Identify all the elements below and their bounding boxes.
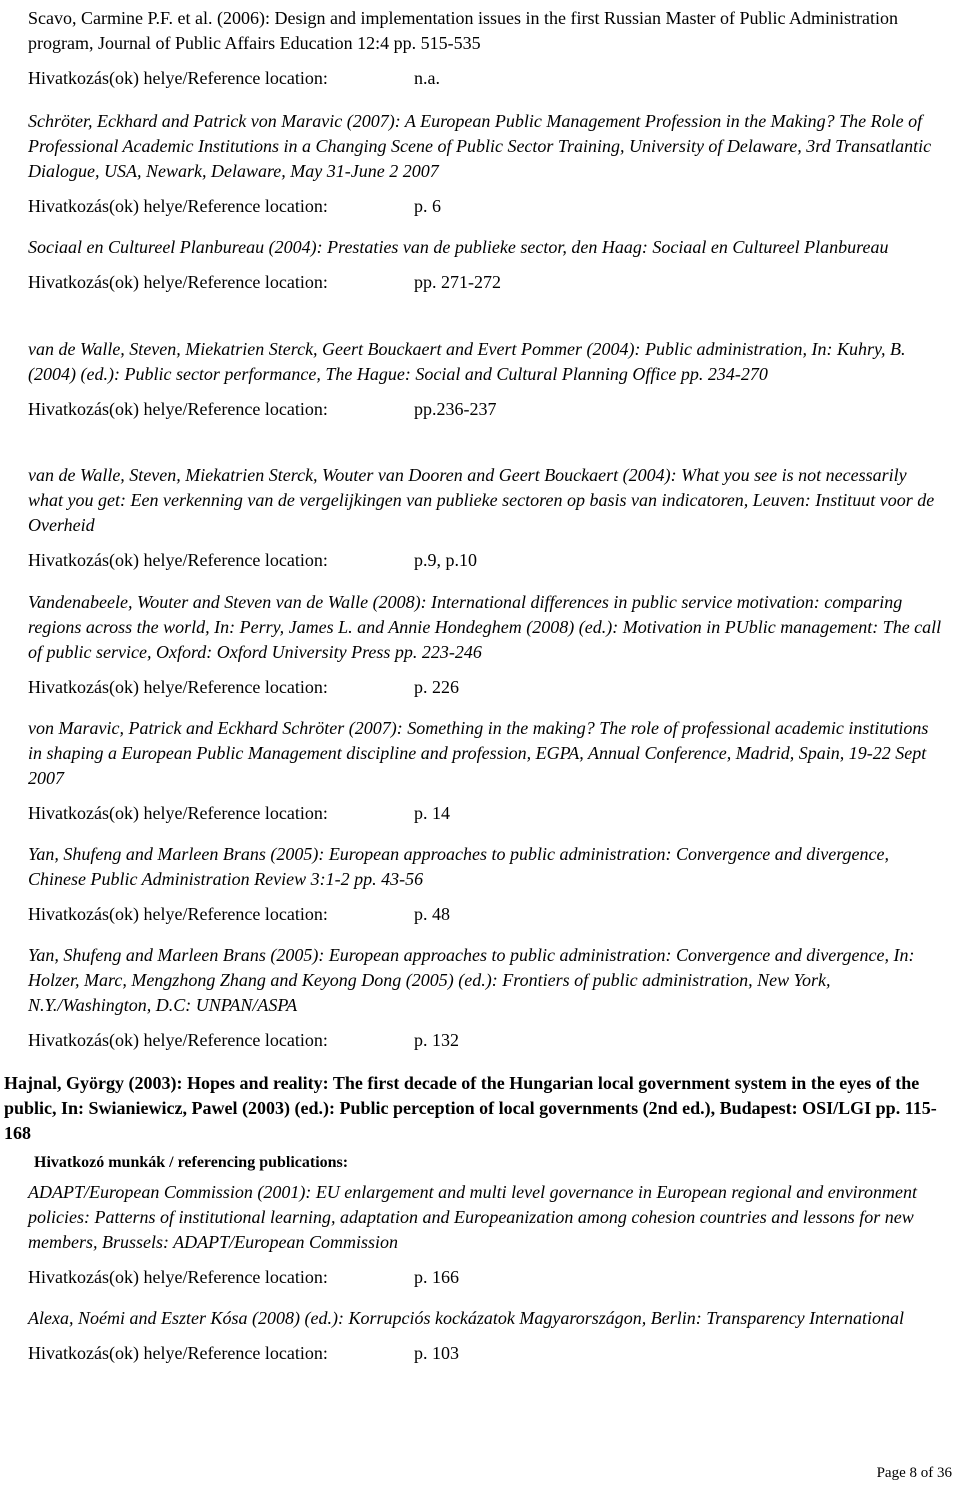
reference-location-line (28, 902, 943, 927)
reference-location-line (28, 270, 943, 295)
reference-location-value: n.a. (414, 68, 440, 88)
reference-entry (28, 337, 943, 422)
reference-location-value: p. 103 (414, 1343, 459, 1363)
citation-text: Sociaal en Cultureel Planbureau (2004): Prestaties van de publieke sector, den Haag: Sociaal en Cultureel Planbureau (28, 237, 889, 257)
reference-location-value: p. 6 (414, 196, 441, 216)
page-number: Page 8 of 36 (876, 1465, 952, 1481)
reference-location-line (28, 1341, 943, 1366)
reference-location-label: Hivatkozás(ok) helye/Reference location: (28, 399, 328, 419)
citation-text: Yan, Shufeng and Marleen Brans (2005): European approaches to public administration: Convergence and divergence, Chinese Public Administration Review 3:1-2 pp. 43-56 (28, 844, 890, 889)
reference-entry (28, 842, 943, 927)
reference-location-value: p. 226 (414, 677, 459, 697)
reference-location-label: Hivatkozás(ok) helye/Reference location: (28, 272, 328, 292)
reference-location-value: pp. 271-272 (414, 272, 501, 292)
reference-entry (28, 590, 943, 700)
reference-location-value: p.9, p.10 (414, 550, 477, 570)
reference-location-line (28, 801, 943, 826)
reference-location-line (28, 675, 943, 700)
reference-location-label: Hivatkozás(ok) helye/Reference location: (28, 196, 328, 216)
reference-location-value: p. 14 (414, 803, 450, 823)
reference-location-value: p. 132 (414, 1030, 459, 1050)
reference-location-line (28, 1265, 943, 1290)
reference-entry (28, 6, 943, 91)
reference-location-label: Hivatkozás(ok) helye/Reference location: (28, 1343, 328, 1363)
reference-entry (28, 716, 943, 826)
citation-text: Schröter, Eckhard and Patrick von Maravic (2007): A European Public Management Profession in the Making? The Role of Professional Academic Institutions in a Changing Scene of Public Sector Training, University of Delaware, 3rd Transatlantic Dialogue, USA, Newark, Delaware, May 31-June 2 2007 (28, 111, 932, 181)
citation-text: Vandenabeele, Wouter and Steven van de Walle (2008): International differences in public service motivation: comparing regions across the world, In: Perry, James L. and Annie Hondeghem (2008) (ed.): Motivation in PUblic management: The call of public service, Oxford: Oxford University Press pp. 223-246 (28, 592, 942, 662)
citation-text: von Maravic, Patrick and Eckhard Schröter (2007): Something in the making? The role of professional academic institutions in shaping a European Public Management discipline and profession, EGPA, Annual Conference, Madrid, Spain, 19-22 Sept 2007 (28, 718, 929, 788)
citation-text: Alexa, Noémi and Eszter Kósa (2008) (ed.): Korrupciós kockázatok Magyarországon, Berlin: Transparency International (28, 1308, 905, 1328)
reference-location-value: p. 166 (414, 1267, 459, 1287)
reference-location-label: Hivatkozás(ok) helye/Reference location: (28, 904, 328, 924)
reference-location-value: pp.236-237 (414, 399, 497, 419)
reference-location-line (28, 66, 943, 91)
reference-location-value: p. 48 (414, 904, 450, 924)
reference-entry (28, 943, 943, 1053)
reference-location-line (28, 194, 943, 219)
reference-location-label: Hivatkozás(ok) helye/Reference location: (28, 1267, 328, 1287)
reference-entry (28, 1180, 943, 1290)
reference-entry (28, 235, 943, 295)
main-publication: Hajnal, György (2003): Hopes and reality: The first decade of the Hungarian local government system in the eyes of the public, In: Swianiewicz, Pawel (2003) (ed.): Public perception of local governments (2nd ed.), Budapest: OSI/LGI pp. 115-168 (4, 1073, 937, 1143)
reference-entry (28, 463, 943, 573)
reference-location-label: Hivatkozás(ok) helye/Reference location: (28, 550, 328, 570)
reference-location-label: Hivatkozás(ok) helye/Reference location: (28, 68, 328, 88)
referencing-publications-heading: Hivatkozó munkák / referencing publications: (34, 1154, 349, 1171)
citation-text: van de Walle, Steven, Miekatrien Sterck, Geert Bouckaert and Evert Pommer (2004): Public administration, In: Kuhry, B. (2004) (ed.): Public sector performance, The Hague: Social and Cultural Planning Office pp. 234-270 (28, 339, 906, 384)
reference-location-line (28, 1028, 943, 1053)
reference-location-line (28, 397, 943, 422)
reference-location-label: Hivatkozás(ok) helye/Reference location: (28, 1030, 328, 1050)
citation-text: Yan, Shufeng and Marleen Brans (2005): European approaches to public administration: Convergence and divergence, In: Holzer, Marc, Mengzhong Zhang and Keyong Dong (2005) (ed.): Frontiers of public administration, New York, N.Y./Washington, D.C: UNPAN/ASPA (28, 945, 915, 1015)
reference-location-label: Hivatkozás(ok) helye/Reference location: (28, 677, 328, 697)
reference-entry (28, 1306, 943, 1366)
reference-location-label: Hivatkozás(ok) helye/Reference location: (28, 803, 328, 823)
citation-text: ADAPT/European Commission (2001): EU enlargement and multi level governance in European regional and environment policies: Patterns of institutional learning, adaptation and Europeanization among cohesion countries and lessons for new members, Brussels: ADAPT/European Commission (28, 1182, 918, 1252)
citation-text: van de Walle, Steven, Miekatrien Sterck, Wouter van Dooren and Geert Bouckaert (2004): What you see is not necessarily what you get: Een verkenning van de vergelijkingen van publieke sectoren op basis van indicatoren, Leuven: Instituut voor de Overheid (28, 465, 935, 535)
reference-location-line (28, 548, 943, 573)
reference-entry (28, 109, 943, 219)
citation-text: Scavo, Carmine P.F. et al. (2006): Design and implementation issues in the first Russian Master of Public Administration program, Journal of Public Affairs Education 12:4 pp. 515-535 (28, 8, 898, 53)
